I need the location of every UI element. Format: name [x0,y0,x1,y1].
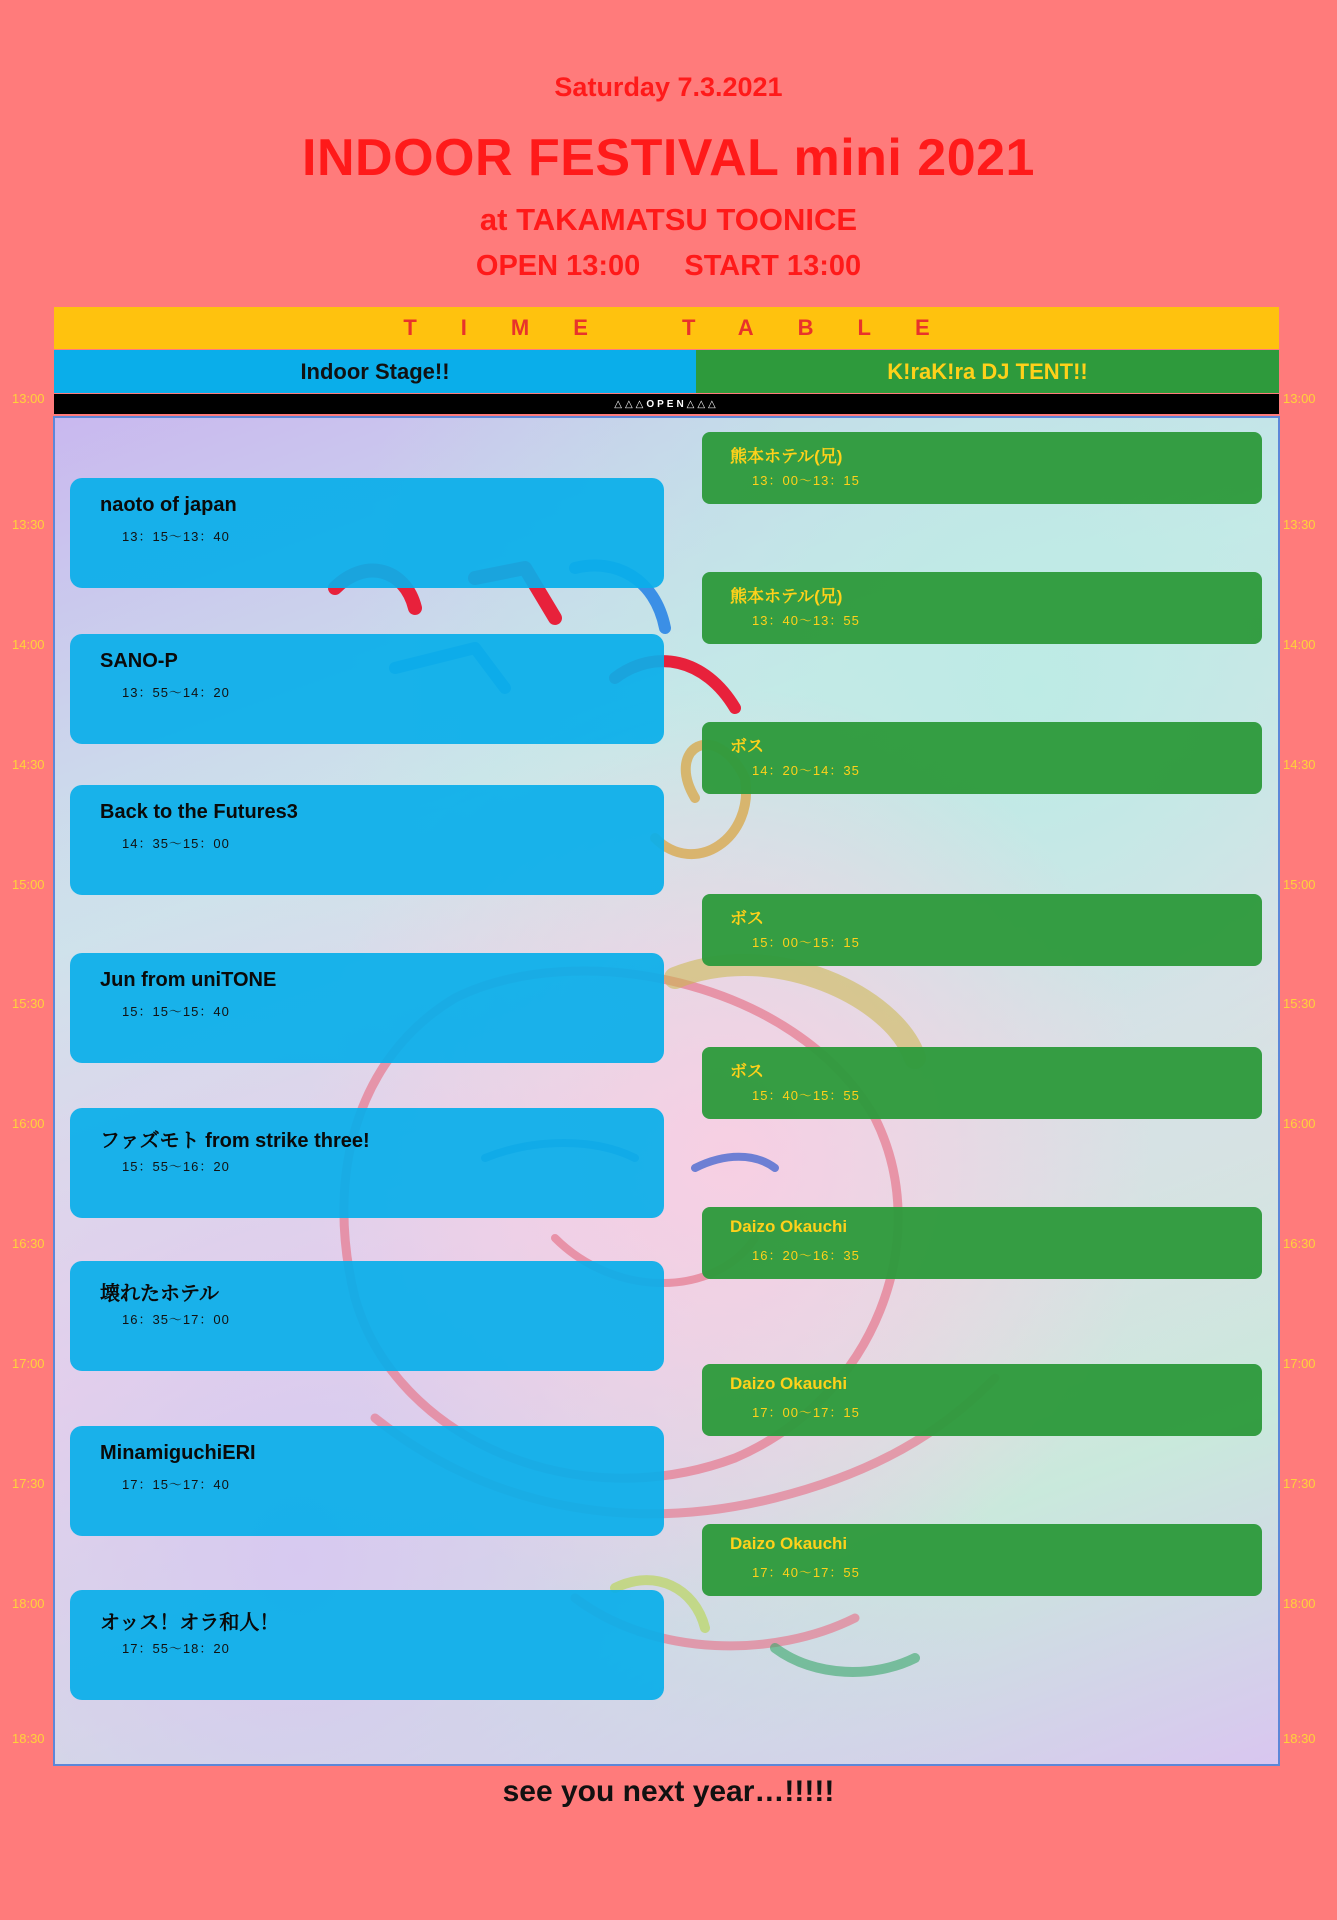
dj-slot [702,722,1262,794]
indoor-slot [70,785,664,895]
event-date: Saturday 7.3.2021 [554,72,783,102]
performer-name: Daizo Okauchi [730,1534,848,1553]
performer-name: Jun from uniTONE [100,969,277,991]
dj-slot [702,432,1262,504]
time-label-r: 18:30 [1283,1731,1316,1746]
footer-message: see you next year…!!!!! [502,1775,835,1808]
time-label-l: 17:30 [12,1476,45,1491]
dj-slot [702,1364,1262,1436]
performance-time: 14：20〜14：35 [752,763,860,778]
performer-name: SANO-P [100,650,178,672]
time-label-r: 15:30 [1283,996,1316,1011]
performance-time: 17：40〜17：55 [752,1565,860,1580]
performer-name: naoto of japan [100,494,237,516]
time-label-r: 17:00 [1283,1356,1316,1371]
performance-time: 13：55〜14：20 [122,685,230,700]
performance-time: 15：00〜15：15 [752,935,860,950]
performer-name: 熊本ホテル(兄) [730,447,843,466]
time-label-r: 13:30 [1283,517,1316,532]
time-label-r: 14:00 [1283,637,1316,652]
indoor-slot [70,1261,664,1371]
time-label-l: 13:00 [12,391,45,406]
time-label-l: 18:00 [12,1596,45,1611]
open-time: OPEN 13:00 [475,250,641,282]
time-label-r: 18:00 [1283,1596,1316,1611]
dj-slot [702,1524,1262,1596]
time-label-l: 15:30 [12,996,45,1011]
performance-time: 13：40〜13：55 [752,613,860,628]
timetable-label: TIME TABLE [54,307,1279,349]
performance-time: 16：20〜16：35 [752,1248,860,1263]
performance-time: 13：00〜13：15 [752,473,860,488]
indoor-slot [70,1590,664,1700]
start-time: START 13:00 [684,250,862,282]
performer-name: ボス [730,737,764,756]
time-label-r: 15:00 [1283,877,1316,892]
performer-name: Daizo Okauchi [730,1374,848,1393]
performance-time: 17：55〜18：20 [122,1641,230,1656]
performer-name: MinamiguchiERI [100,1442,256,1464]
indoor-slot [70,1426,664,1536]
dj-slot [702,1047,1262,1119]
performance-time: 13：15〜13：40 [122,529,230,544]
dj-slot [702,1207,1262,1279]
performance-time: 14：35〜15：00 [122,836,230,851]
open-banner: △△△OPEN△△△ [54,394,1279,414]
performer-name: ボス [730,909,764,928]
indoor-slot [70,478,664,588]
performer-name: Back to the Futures3 [100,801,298,823]
indoor-slot [70,1108,664,1218]
time-label-r: 13:00 [1283,391,1316,406]
time-label-r: 17:30 [1283,1476,1316,1491]
time-label-r: 14:30 [1283,757,1316,772]
time-label-r: 16:00 [1283,1116,1316,1131]
stage-dj-tent: K!raK!ra DJ TENT!! [696,350,1279,393]
time-label-l: 15:00 [12,877,45,892]
performer-name: ファズモト from strike three! [100,1130,370,1152]
event-venue: at TAKAMATSU TOONICE [479,202,858,237]
time-label-l: 14:30 [12,757,45,772]
time-label-l: 14:00 [12,637,45,652]
stage-header [54,350,1279,393]
performer-name: 熊本ホテル(兄) [730,587,843,606]
time-label-l: 13:30 [12,517,45,532]
performer-name: Daizo Okauchi [730,1217,848,1236]
indoor-slot [70,953,664,1063]
performance-time: 17：15〜17：40 [122,1477,230,1492]
time-label-l: 18:30 [12,1731,45,1746]
time-label-l: 16:00 [12,1116,45,1131]
time-label-l: 17:00 [12,1356,45,1371]
time-label-r: 16:30 [1283,1236,1316,1251]
timetable-grid [53,416,1280,1766]
stage-indoor: Indoor Stage!! [54,350,696,393]
event-title: INDOOR FESTIVAL mini 2021 [302,129,1035,187]
performance-time: 15：15〜15：40 [122,1004,230,1019]
time-label-l: 16:30 [12,1236,45,1251]
performance-time: 16：35〜17：00 [122,1312,230,1327]
performance-time: 17：00〜17：15 [752,1405,860,1420]
performer-name: オッス！オラ和人！ [100,1612,280,1634]
performer-name: ボス [730,1062,764,1081]
event-times [0,250,1337,283]
indoor-slot [70,634,664,744]
performance-time: 15：55〜16：20 [122,1159,230,1174]
dj-slot [702,572,1262,644]
dj-slot [702,894,1262,966]
performer-name: 壊れたホテル [100,1283,219,1305]
performance-time: 15：40〜15：55 [752,1088,860,1103]
